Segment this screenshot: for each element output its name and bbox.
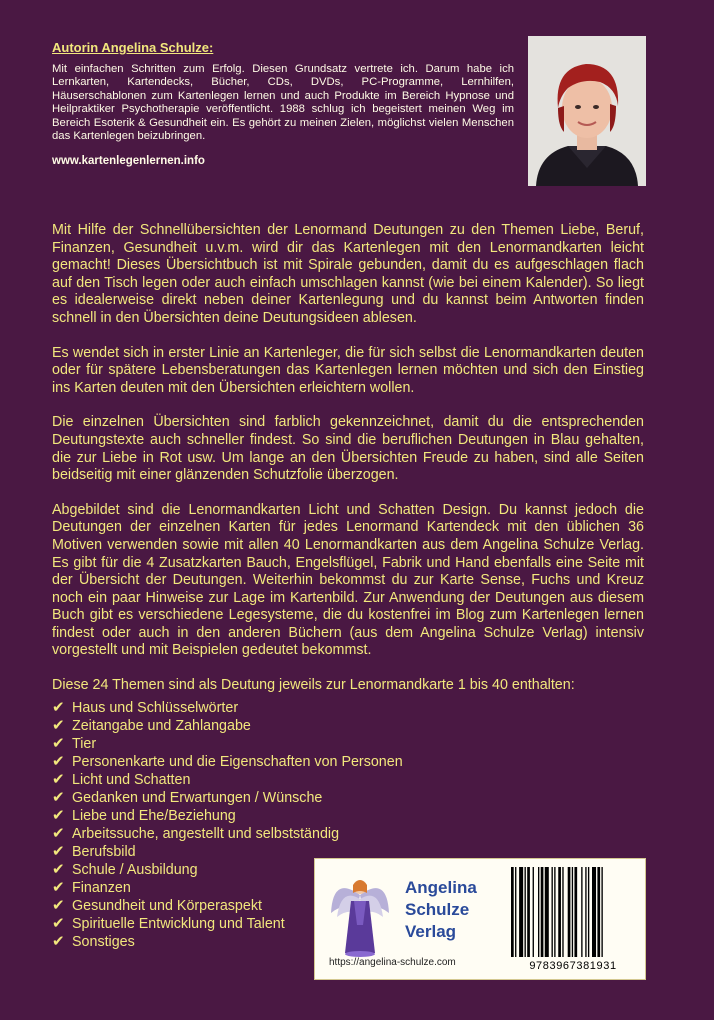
check-icon: ✔ [52, 896, 65, 914]
check-icon: ✔ [52, 842, 65, 860]
barcode-bar [585, 867, 586, 957]
barcode-bar [554, 867, 555, 957]
barcode-bar [519, 867, 523, 957]
paragraph-colors: Die einzelnen Übersichten sind farblich gekennzeichnet, damit du die entsprechenden Deutungstexte auch schneller findest. So sind die beruflichen Deutungen in Blau gehalten, die zur Liebe in Rot usw. Um lange an den Übersichten Freude zu haben, sind alle Seiten beidseitig mit einer glänzenden Schutzfolie überzogen. [52, 414, 644, 484]
publisher-name: Angelina Schulze Verlag [405, 878, 477, 941]
author-website[interactable]: www.kartenlegenlernen.info [52, 155, 205, 168]
check-icon: ✔ [52, 752, 65, 770]
list-item: ✔ Schule / Ausbildung [52, 860, 198, 878]
barcode [509, 867, 637, 957]
author-block [52, 40, 514, 167]
barcode-bar [552, 867, 553, 957]
check-icon: ✔ [52, 860, 65, 878]
paragraph-intro: Mit Hilfe der Schnellübersichten der Lenormand Deutungen zu den Themen Liebe, Beruf, Finanzen, Gesundheit u.v.m. wird dir das Kartenlegen mit den Lenormandkarten leicht gemacht! Dieses Übersichtbuch ist mit Spirale gebunden, damit du es aufgeschlagen flach auf den Tisch legen oder auch einfach umschlagen kannst (wie bei einem Kalender). So liegt es idealerweise direkt neben deiner Kartenlegung und du kannst beim Antworten finden schnell in den Übersichten deine Deutungsideen ablesen. [52, 222, 644, 326]
check-icon: ✔ [52, 806, 65, 824]
check-icon: ✔ [52, 824, 65, 842]
barcode-bar [592, 867, 596, 957]
check-icon: ✔ [52, 878, 65, 896]
barcode-bar [533, 867, 534, 957]
isbn-number: 9783967381931 [529, 960, 617, 972]
list-item: ✔ Berufsbild [52, 842, 136, 860]
barcode-bar [511, 867, 514, 957]
check-icon: ✔ [52, 716, 65, 734]
barcode-bar [572, 867, 573, 957]
barcode-bar [525, 867, 526, 957]
barcode-bar [527, 867, 530, 957]
barcode-bar [588, 867, 589, 957]
check-icon: ✔ [52, 788, 65, 806]
list-item: ✔ Finanzen [52, 878, 131, 896]
barcode-bar [538, 867, 539, 957]
barcode-bar [545, 867, 549, 957]
barcode-bar [568, 867, 571, 957]
list-item: ✔ Zeitangabe und Zahlangabe [52, 716, 251, 734]
list-item: ✔ Liebe und Ehe/Beziehung [52, 806, 236, 824]
author-portrait-icon [528, 36, 646, 186]
barcode-bar [581, 867, 582, 957]
barcode-bar [558, 867, 561, 957]
check-icon: ✔ [52, 914, 65, 932]
list-item: ✔ Arbeitssuche, angestellt und selbstständig [52, 824, 340, 842]
list-item: ✔ Tier [52, 734, 97, 752]
list-item: ✔ Spirituelle Entwicklung und Talent [52, 914, 285, 932]
list-item: ✔ Gesundheit und Körperaspekt [52, 896, 262, 914]
paragraph-audience: Es wendet sich in erster Linie an Kartenleger, die für sich selbst die Lenormandkarten deuten oder für spätere Lebensberatungen das Kartenlegen lernen möchten und sich den Einstieg ins Karten deuten mit den Übersichten erleichtern wollen. [52, 344, 644, 396]
author-bio: Mit einfachen Schritten zum Erfolg. Diesen Grundsatz vertrete ich. Darum habe ich Lernkarten, Kartendecks, Bücher, CDs, DVDs, PC-Programme, Lernhilfen, Häuserschablonen zum Kartenlegen lernen und auch Produkte im Bereich Hypnose und Heilpraktiker Psychotherapie veröffentlicht. 1988 schlug ich begeistert meinen Weg im Bereich Esoterik & Gesundheit ein. Es gehört zu meinen Zielen, möglichst vielen Menschen das Kartenlegen beizubringen. [52, 63, 514, 143]
check-icon: ✔ [52, 698, 65, 716]
check-icon: ✔ [52, 734, 65, 752]
main-description [52, 222, 644, 951]
list-item: ✔ Gedanken und Erwartungen / Wünsche [52, 788, 323, 806]
barcode-bar [515, 867, 516, 957]
topics-intro: Diese 24 Themen sind als Deutung jeweils zur Lenormandkarte 1 bis 40 enthalten: [52, 677, 575, 694]
publisher-box [314, 858, 646, 980]
angel-logo-icon [327, 865, 393, 959]
check-icon: ✔ [52, 932, 65, 950]
author-photo [528, 36, 646, 186]
list-item: ✔ Licht und Schatten [52, 770, 191, 788]
paragraph-cards: Abgebildet sind die Lenormandkarten Licht und Schatten Design. Du kannst jedoch die Deutungen der einzelnen Karten für jedes Lenormand Kartendeck mit den üblichen 36 Motiven verwenden sowie mit allen 40 Lenormandkarten aus dem Angelina Schulze Verlag. Es gibt für die 4 Zusatzkarten Bauch, Engelsflügel, Fabrik und Hand ebenfalls eine Seite mit der Übersicht der Deutungen. Weiterhin bekommst du zur Karte Sense, Fuchs und Kreuz noch ein paar Hinweise zur Lage im Kartenbild. Zur Anwendung der Deutungen aus diesem Buch gibt es verschiedene Legesysteme, die du kostenfrei im Blog zum Kartenlegen lernen findest oder auch in den anderen Büchern (aus dem Angelina Schulze Verlag) intensiv vorgestellt und mit Beispielen gedeutet bekommst. [52, 501, 644, 659]
author-title: Autorin Angelina Schulze: [52, 40, 214, 55]
barcode-bar [574, 867, 577, 957]
barcode-bar [541, 867, 544, 957]
barcode-bar [601, 867, 602, 957]
check-icon: ✔ [52, 770, 65, 788]
barcode-bar [562, 867, 563, 957]
list-item: ✔ Haus und Schlüsselwörter [52, 698, 239, 716]
publisher-url[interactable]: https://angelina-schulze.com [329, 957, 456, 968]
list-item: ✔ Sonstiges [52, 932, 135, 950]
list-item: ✔ Personenkarte und die Eigenschaften von Personen [52, 752, 403, 770]
barcode-bar [597, 867, 600, 957]
